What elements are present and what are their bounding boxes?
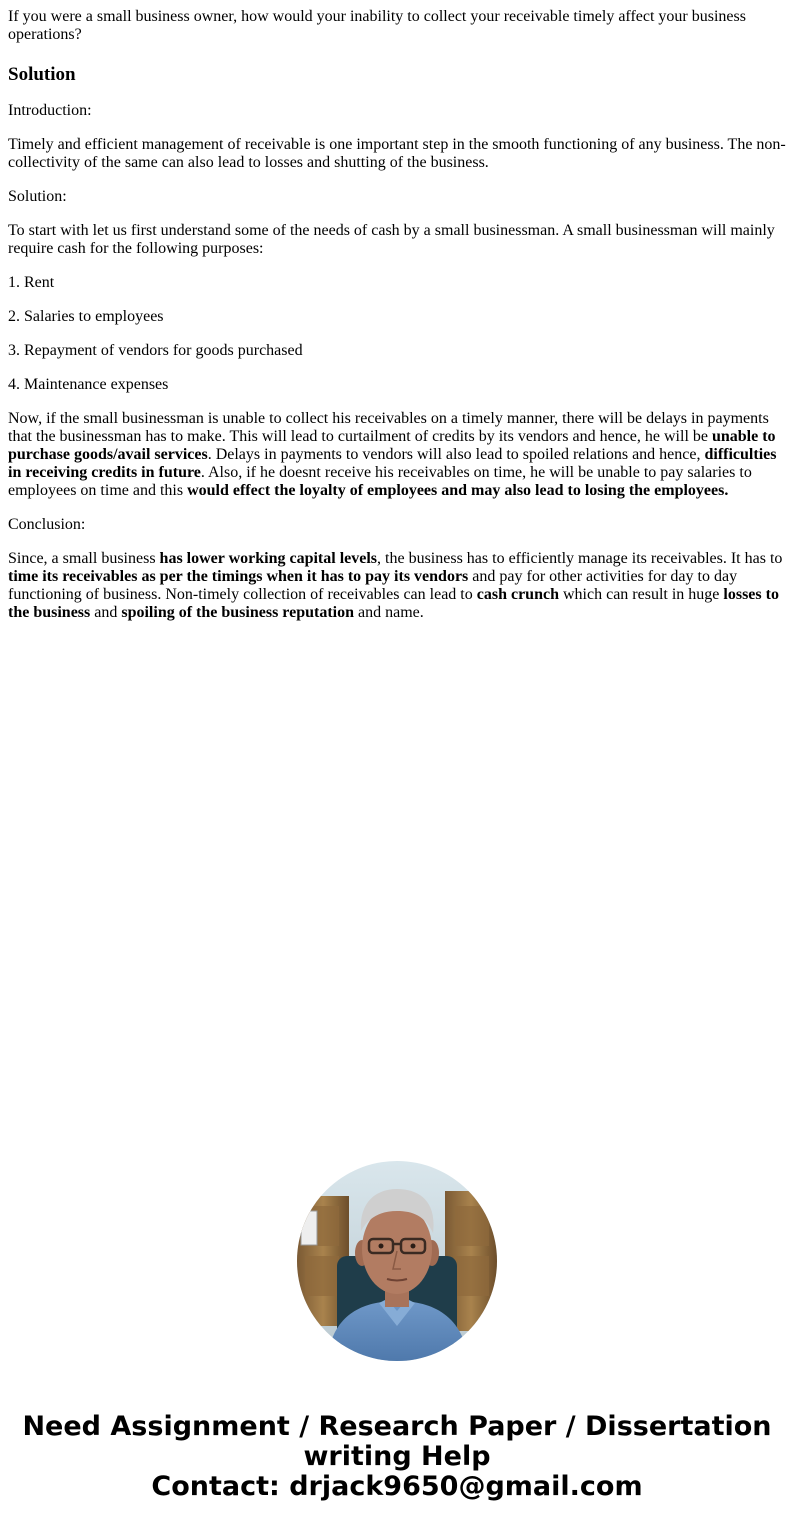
solution-text: To start with let us first understand some of the needs of cash by a small businessman. A small businessman will mainly require cash for the following purposes: bbox=[8, 222, 775, 257]
purpose-item-salaries: 2. Salaries to employees bbox=[8, 308, 164, 325]
analysis-bold-2: difficulties in receiving credits in future bbox=[8, 446, 777, 481]
conclusion-bold-4: losses to the business bbox=[8, 586, 779, 621]
analysis-text-3: . Also, if he doesnt receive his receivables on time, he will be unable to pay salaries to employees on time and this bbox=[8, 464, 752, 499]
analysis-text-2: . Delays in payments to vendors will also lead to spoiled relations and hence, bbox=[207, 446, 705, 463]
conclusion-text-6: and name. bbox=[354, 604, 424, 621]
analysis-text-1: Now, if the small businessman is unable to collect his receivables on a timely manner, there will be delays in payments that the businessman has to make. This will lead to curtailment of credits by its vendors and hence, he will be bbox=[8, 410, 769, 445]
conclusion-text-1: Since, a small business bbox=[8, 550, 160, 567]
contact-banner bbox=[0, 1412, 794, 1502]
conclusion-bold-5: spoiling of the business reputation bbox=[121, 604, 355, 621]
solution-heading: Solution bbox=[8, 64, 76, 85]
analysis-paragraph bbox=[8, 410, 786, 500]
document-content bbox=[0, 8, 794, 622]
cta-line-2: writing Help bbox=[303, 1441, 491, 1472]
conclusion-bold-1: has lower working capital levels bbox=[159, 550, 378, 567]
conclusion-text-4: which can result in huge bbox=[558, 586, 724, 603]
purpose-item-rent: 1. Rent bbox=[8, 274, 55, 291]
author-avatar bbox=[297, 1161, 497, 1361]
conclusion-bold-2: time its receivables as per the timings when it has to pay its vendors bbox=[8, 568, 469, 585]
conclusion-paragraph bbox=[8, 550, 786, 622]
purpose-item-maintenance: 4. Maintenance expenses bbox=[8, 376, 169, 393]
conclusion-text-2: , the business has to efficiently manage its receivables. It has to bbox=[377, 550, 783, 567]
conclusion-text-5: and bbox=[90, 604, 122, 621]
conclusion-bold-3: cash crunch bbox=[476, 586, 559, 603]
intro-label: Introduction: bbox=[8, 102, 92, 119]
intro-text: Timely and efficient management of receivable is one important step in the smooth functioning of any business. The non-collectivity of the same can also lead to losses and shutting of the business. bbox=[8, 136, 786, 171]
cta-line-1: Need Assignment / Research Paper / Dissertation bbox=[22, 1411, 772, 1442]
question-text: If you were a small business owner, how would your inability to collect your receivable timely affect your business operations? bbox=[8, 8, 746, 43]
analysis-bold-1: unable to purchase goods/avail services bbox=[8, 428, 776, 463]
conclusion-label: Conclusion: bbox=[8, 516, 86, 533]
purpose-item-vendors: 3. Repayment of vendors for goods purchased bbox=[8, 342, 303, 359]
person-photo-icon bbox=[297, 1161, 497, 1361]
analysis-bold-3: would effect the loyalty of employees and may also lead to losing the employees. bbox=[187, 482, 729, 499]
cta-contact-email[interactable]: Contact: drjack9650@gmail.com bbox=[151, 1471, 643, 1502]
solution-label: Solution: bbox=[8, 188, 67, 205]
conclusion-text-3: and pay for other activities for day to day functioning of business. Non-timely collection of receivables can lead to bbox=[8, 568, 738, 603]
